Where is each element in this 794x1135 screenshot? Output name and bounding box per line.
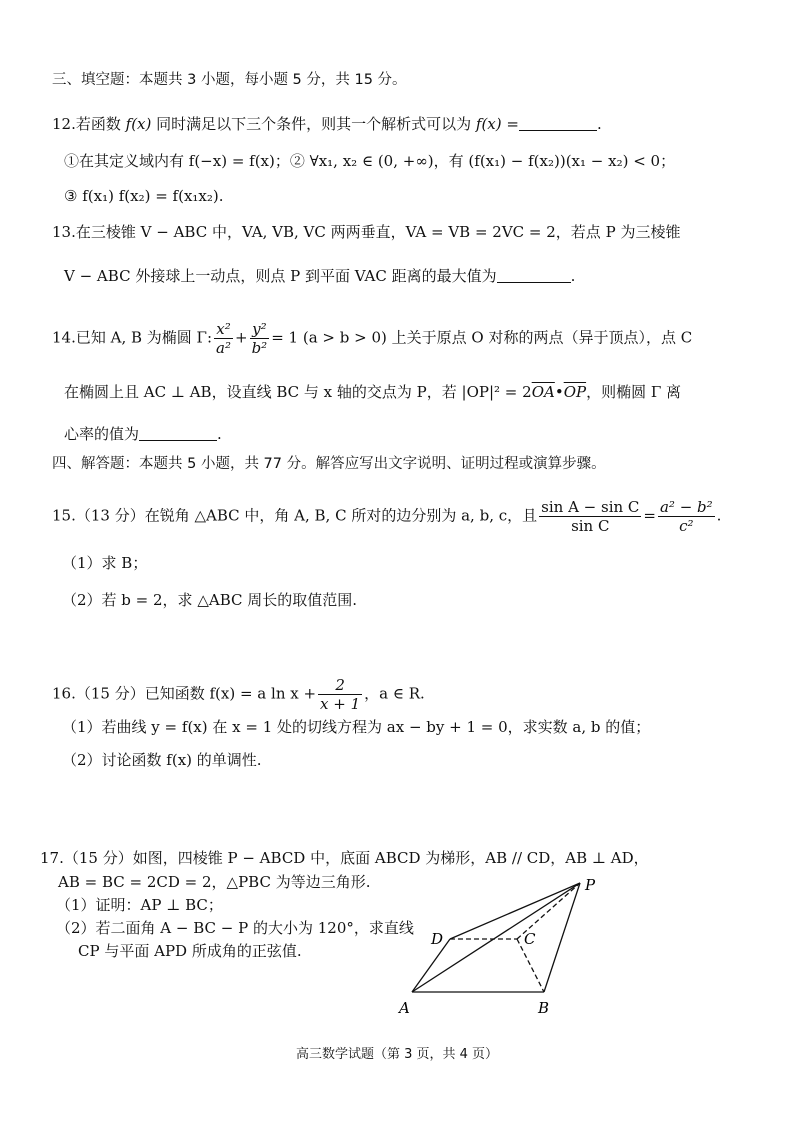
q13-text-1: 在三棱锥 V − ABC 中，VA, VB, VC 两两垂直，VA = VB = 2VC = 2，若点 P 为三棱锥: [75, 223, 681, 241]
label-a: A: [399, 999, 410, 1017]
q15-frac1-den: sin C: [571, 517, 610, 535]
q15-frac2-den: c²: [679, 517, 694, 535]
q14-line-2: [64, 382, 681, 402]
q12-stem-end: .: [596, 115, 602, 133]
q17-score: （15 分）: [63, 849, 133, 867]
q16-part-1: （1）若曲线 y = f(x) 在 x = 1 处的切线方程为 ax − by + 1 = 0，求实数 a, b 的值；: [62, 718, 651, 736]
label-d: D: [431, 930, 444, 948]
q16-stem-b: ，a ∈ R.: [364, 684, 425, 703]
q12-condition-3: ③ f(x₁) f(x₂) = f(x₁x₂).: [64, 187, 224, 205]
page-footer: 高三数学试题（第 3 页，共 4 页）: [295, 1047, 499, 1062]
q16-frac-num: 2: [318, 676, 362, 695]
q16-number: 16.: [52, 684, 76, 703]
q15-stem-a: 在锐角 △ABC 中，角 A, B, C 所对的边分别为 a, b, c，且: [144, 506, 538, 525]
q13-text-2: V − ABC 外接球上一动点，则点 P 到平面 VAC 距离的最大值为: [64, 267, 497, 285]
q15-end: .: [716, 506, 722, 525]
q16-part-2: （2）讨论函数 f(x) 的单调性.: [62, 751, 262, 769]
q14-text-1b: = 1 (a > b > 0) 上关于原点 O 对称的两点（异于顶点），点 C: [271, 328, 693, 347]
q14-answer-blank[interactable]: [139, 426, 217, 441]
q16-stem-a: 已知函数 f(x) = a ln x +: [144, 684, 317, 703]
section-4-title: 四、解答题：本题共 5 小题，共 77 分。解答应写出文字说明、证明过程或演算步骤。: [52, 456, 606, 472]
q16-frac: [318, 676, 362, 713]
q15-frac-sine: [539, 498, 641, 535]
edge-pd: [450, 883, 580, 939]
label-c: C: [524, 930, 536, 948]
q16-score: （15 分）: [75, 684, 145, 703]
q12-stem-fx: f(x): [125, 115, 152, 133]
q13-answer-blank[interactable]: [497, 268, 571, 283]
q17-part-1: （1）证明：AP ⊥ BC；: [56, 896, 223, 914]
q16-frac-den: x + 1: [320, 695, 361, 713]
q14-line-3: [64, 424, 222, 444]
q12-conditions-1-2: ①在其定义域内有 f(−x) = f(x)；② ∀x₁, x₂ ∈ (0, +∞)，有 (f(x₁) − f(x₂))(x₁ − x₂) < 0；: [64, 152, 676, 170]
q12-stem-b: 同时满足以下三个条件，则其一个解析式可以为: [151, 115, 476, 133]
q14-vector-op: $\overline{OP}$: [563, 383, 587, 401]
q14-frac2-num: y²: [250, 320, 270, 339]
q15-frac1-num: sin A − sin C: [541, 498, 640, 516]
q14-text-2b: ，则椭圆 Γ 离: [586, 383, 682, 401]
q17-number: 17.: [40, 849, 64, 867]
q14-text-2a: 在椭圆上且 AC ⊥ AB，设直线 BC 与 x 轴的交点为 P，若 |OP|² = 2: [64, 383, 532, 401]
q15-number: 15.: [52, 506, 76, 525]
q14-vector-oa: $\overline{OA}$: [531, 383, 555, 401]
q14-frac1-num: x²: [214, 320, 233, 339]
q13-line-2: [64, 266, 575, 286]
q15-stem: [52, 498, 721, 535]
q17-pyramid-figure: [380, 862, 610, 1022]
q14-frac-x2-a2: [214, 320, 233, 357]
q17-line-2: AB = BC = 2CD = 2，△PBC 为等边三角形.: [58, 873, 371, 891]
q13-end: .: [570, 267, 576, 285]
q17-text-1: 如图，四棱锥 P − ABCD 中，底面 ABCD 为梯形，AB // CD，AB ⊥ AD，: [132, 849, 649, 867]
q12-stem-c: f(x) =: [475, 115, 519, 133]
q14-text-3: 心率的值为: [64, 425, 140, 443]
q15-score: （13 分）: [75, 506, 145, 525]
q16-stem: [52, 676, 425, 713]
q14-line-1: [52, 320, 692, 357]
q14-plus: +: [235, 328, 248, 347]
q14-frac-y2-b2: [250, 320, 270, 357]
q12-stem-a: 若函数: [75, 115, 126, 133]
q14-dot: •: [554, 383, 564, 401]
q15-frac2-num: a² − b²: [659, 498, 713, 516]
q14-frac1-den: a²: [216, 339, 231, 357]
q12-number: 12.: [52, 115, 76, 133]
label-b: B: [538, 999, 550, 1017]
section-3-title: 三、填空题：本题共 3 小题，每小题 5 分，共 15 分。: [52, 72, 407, 88]
q12-stem: [52, 114, 602, 134]
q14-text-1a: 已知 A, B 为椭圆 Γ:: [75, 328, 213, 347]
q15-part-1: （1）求 B；: [62, 554, 148, 572]
q13-line-1: [52, 222, 680, 242]
q14-number: 14.: [52, 328, 76, 347]
q14-end: .: [217, 425, 222, 443]
q17-part-2b: CP 与平面 APD 所成角的正弦值.: [78, 942, 302, 960]
q15-equals: =: [643, 506, 656, 525]
q17-part-2a: （2）若二面角 A − BC − P 的大小为 120°，求直线: [56, 919, 414, 937]
q15-frac-sides: [658, 498, 715, 535]
q14-frac2-den: b²: [251, 339, 268, 357]
q15-part-2: （2）若 b = 2，求 △ABC 周长的取值范围.: [62, 591, 358, 609]
q13-number: 13.: [52, 223, 76, 241]
label-p: P: [585, 876, 596, 894]
q12-answer-blank[interactable]: [519, 116, 597, 131]
